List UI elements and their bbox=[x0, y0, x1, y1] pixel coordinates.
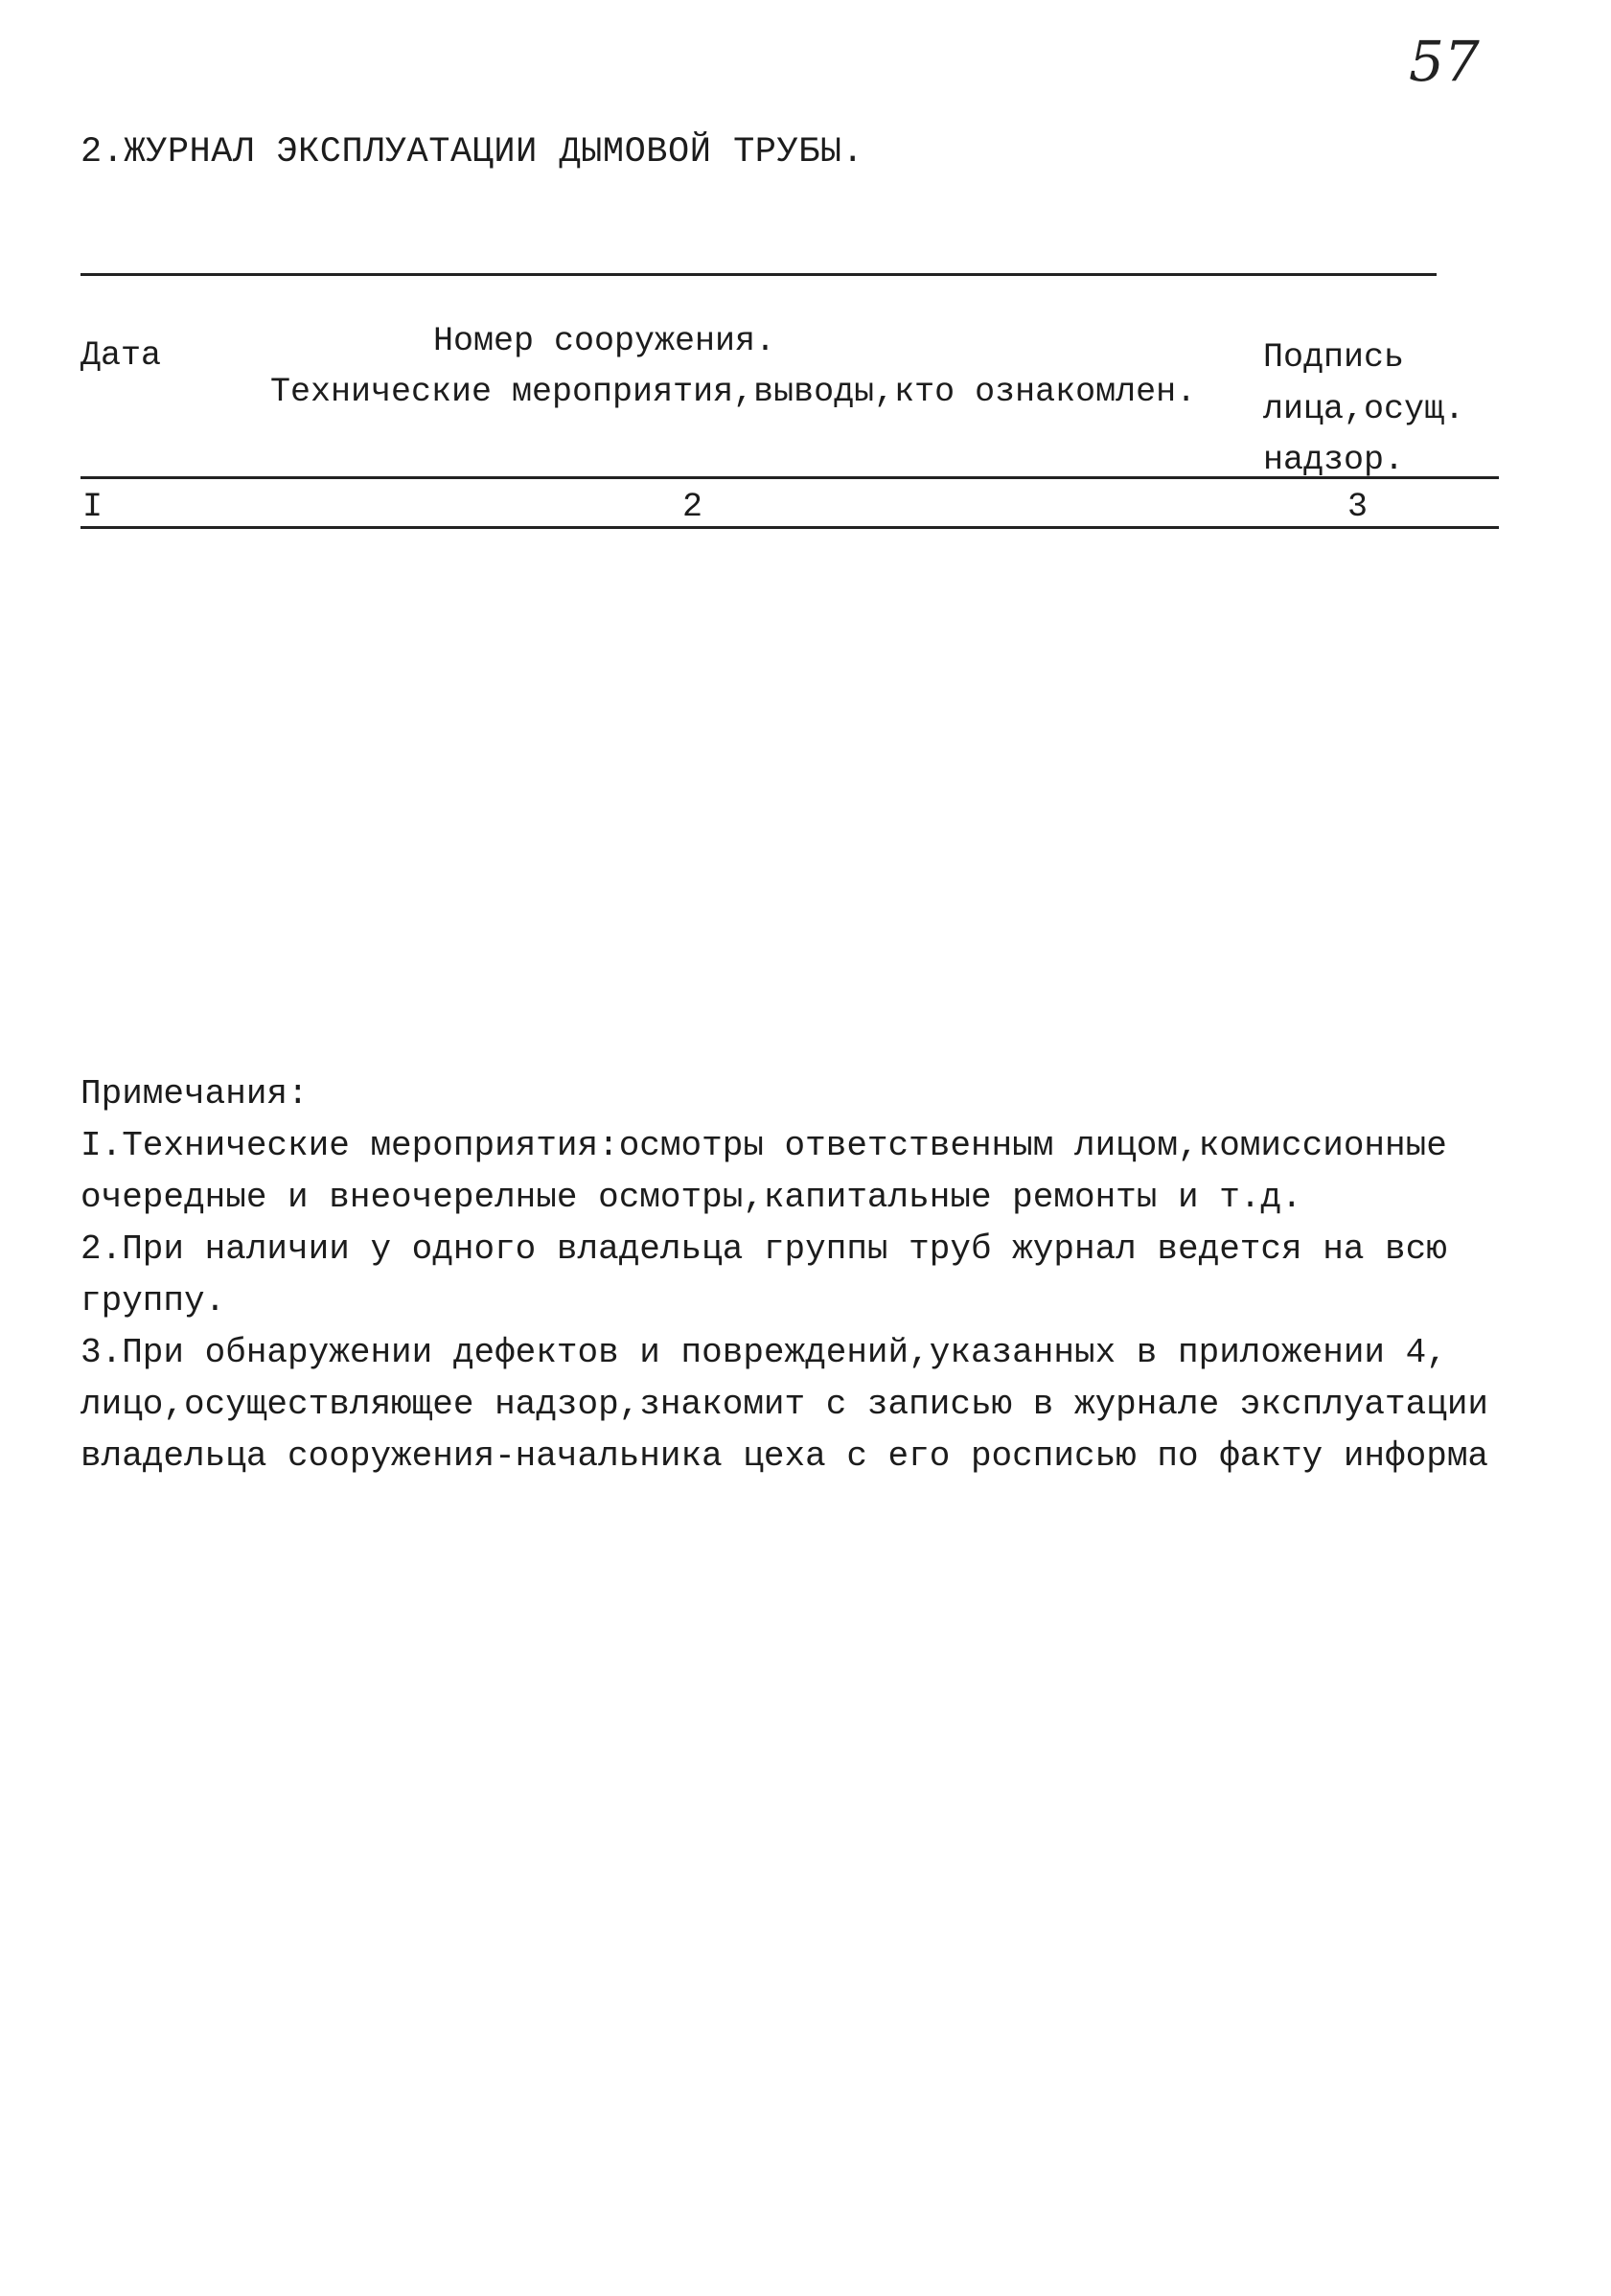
table-bottom-rule bbox=[81, 526, 1499, 529]
header-signature-supervision: надзор. bbox=[1263, 441, 1405, 479]
table-top-rule bbox=[81, 273, 1437, 276]
note-line: группу. bbox=[81, 1281, 226, 1320]
note-line: очередные и внеочерелные осмотры,капитальные ремонты и т.д. bbox=[81, 1178, 1302, 1217]
note-line: владельца сооружения-начальника цеха с его росписью по факту информа bbox=[81, 1436, 1489, 1476]
page-number: 57 bbox=[1409, 29, 1480, 94]
note-line: 2.При наличии у одного владельца группы труб журнал ведется на всю bbox=[81, 1229, 1447, 1269]
note-line: лицо,осуществляющее надзор,знакомит с записью в журнале эксплуатации bbox=[81, 1385, 1489, 1424]
page-title: 2.ЖУРНАЛ ЭКСПЛУАТАЦИИ ДЫМОВОЙ ТРУБЫ. bbox=[81, 132, 864, 172]
header-date: Дата bbox=[81, 336, 162, 375]
header-signature: Подпись bbox=[1263, 338, 1405, 377]
column-number-1: I bbox=[82, 488, 104, 526]
header-signature-person: лица,осущ. bbox=[1263, 390, 1465, 428]
header-technical-measures: Технические мероприятия,выводы,кто ознакомлен. bbox=[270, 373, 1197, 411]
header-structure-number: Номер сооружения. bbox=[433, 322, 776, 360]
notes-heading: Примечания: bbox=[81, 1074, 309, 1114]
column-number-2: 2 bbox=[682, 488, 703, 526]
note-line: I.Технические мероприятия:осмотры ответственным лицом,комиссионные bbox=[81, 1126, 1447, 1165]
table-header-rule bbox=[81, 476, 1499, 479]
notes-section bbox=[81, 1068, 1595, 1482]
column-number-3: 3 bbox=[1347, 488, 1369, 526]
note-line: 3.При обнаружении дефектов и повреждений,указанных в приложении 4, bbox=[81, 1333, 1447, 1372]
